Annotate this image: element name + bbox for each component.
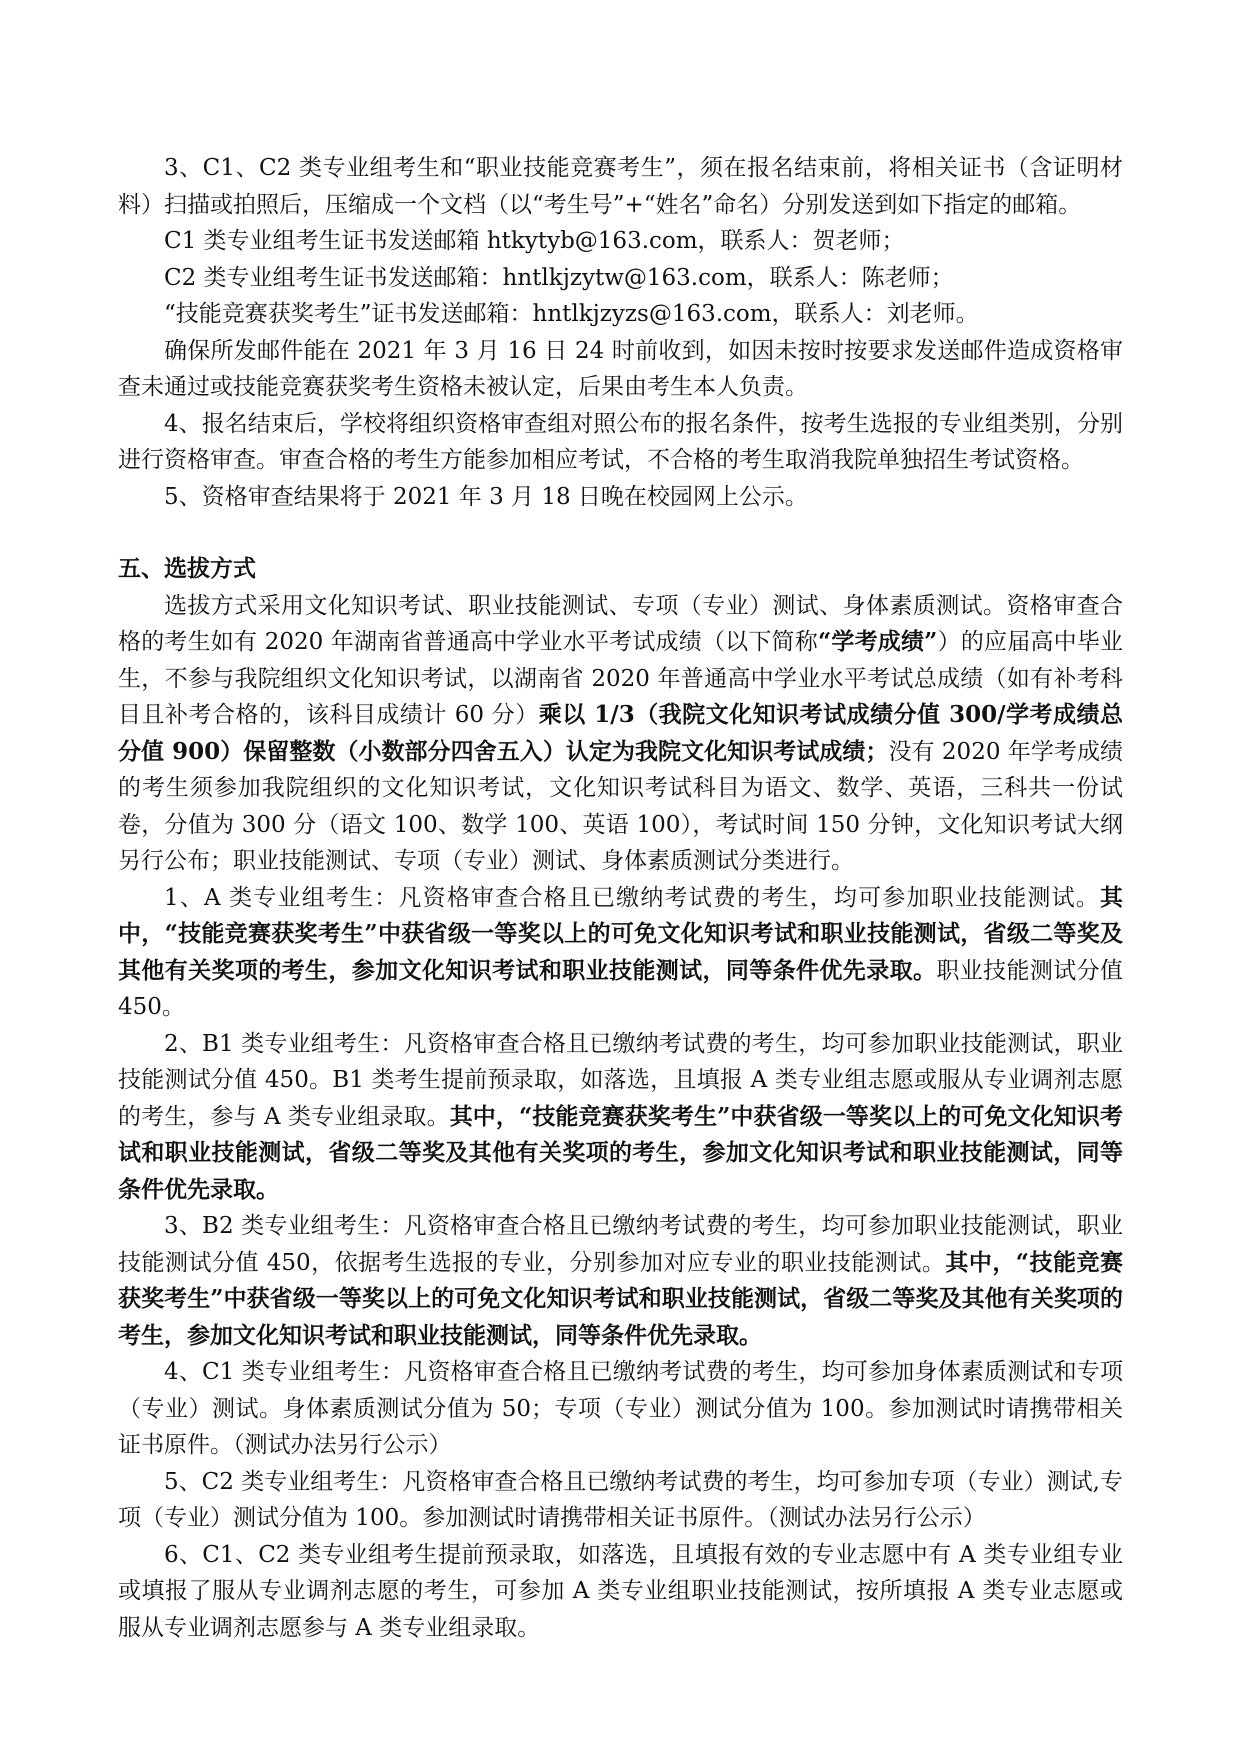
b2-group-rule	[118, 1208, 1123, 1354]
c-admission-rule: 6、C1、C2 类专业组考生提前预录取，如落选，且填报有效的专业志愿中有 A 类专业组专业或填报了服从专业调剂志愿的考生，可参加 A 类专业组职业技能测试，按所填报 A 类专业志愿或服从专业调剂志愿参与 A 类专业组录取。	[118, 1541, 1123, 1641]
deadline-note: 确保所发邮件能在 2021 年 3 月 16 日 24 时前收到，如因未按时按要求发送邮件造成资格审查未通过或技能竞赛获奖考生资格未被认定，后果由考生本人负责。	[118, 337, 1123, 400]
a-group-text-1: 1、A 类专业组考生：凡资格审查合格且已缴纳考试费的考生，均可参加职业技能测试。	[164, 884, 1100, 911]
intro-text-3: 没有 2020 年学考成绩的考生须参加我院组织的文化知识考试，文化知识考试科目为语文、数学、英语，三科共一份试卷，分值为 300 分（语文 100、数学 100、英语 100），考试时间 150 分钟，文化知识考试大纲另行公布；职业技能测试、专项（专业）测试、身体素质测试分类进行。	[118, 738, 1123, 874]
selection-intro	[118, 588, 1123, 880]
intro-bold-2: 乘以 1/3（我院文化知识考试成绩分值 300/学考成绩总分值 900）保留整数（小数部分四舍五入）认定为我院文化知识考试成绩；	[118, 701, 1123, 765]
a-group-bold: 其中，“技能竞赛获奖考生”中获省级一等奖以上的可免文化知识考试和职业技能测试，省级二等奖及其他有关奖项的考生，参加文化知识考试和职业技能测试，同等条件优先录取。	[118, 883, 1123, 984]
b2-group-text: 3、B2 类专业组考生：凡资格审查合格且已缴纳考试费的考生，均可参加职业技能测试，职业技能测试分值 450，依据考生选报的专业，分别参加对应专业的职业技能测试。	[118, 1213, 1123, 1276]
c2-group-rule: 5、C2 类专业组考生：凡资格审查合格且已缴纳考试费的考生，均可参加专项（专业）测试,专项（专业）测试分值为 100。参加测试时请携带相关证书原件。（测试办法另行公示）	[118, 1468, 1123, 1531]
item3-requirement: 3、C1、C2 类专业组考生和“职业技能竞赛考生”，须在报名结束前，将相关证书（含证明材料）扫描或拍照后，压缩成一个文档（以“考生号”+“姓名”命名）分别发送到如下指定的邮箱。	[118, 155, 1123, 218]
a-group-text-2: 职业技能测试分值 450。	[118, 957, 1124, 1020]
b1-group-bold: 其中，“技能竞赛获奖考生”中获省级一等奖以上的可免文化知识考试和职业技能测试，省级二等奖及其他有关奖项的考生，参加文化知识考试和职业技能测试，同等条件优先录取。	[118, 1102, 1123, 1203]
intro-bold-1: “学考成绩”	[817, 628, 938, 655]
c1-group-rule: 4、C1 类专业组考生：凡资格审查合格且已缴纳考试费的考生，均可参加身体素质测试和专项（专业）测试。身体素质测试分值为 50；专项（专业）测试分值为 100。参加测试时请携带相关证书原件。（测试办法另行公示）	[118, 1359, 1123, 1458]
b1-group-text: 2、B1 类专业组考生：凡资格审查合格且已缴纳考试费的考生，均可参加职业技能测试，职业技能测试分值 450。B1 类考生提前预录取，如落选，且填报 A 类专业组志愿或服从专业调剂志愿的考生，参与 A 类专业组录取。	[118, 1030, 1123, 1130]
a-group-rule	[118, 880, 1123, 1026]
email-c1: C1 类专业组考生证书发送邮箱 htkytyb@163.com，联系人：贺老师；	[164, 228, 905, 254]
document-page	[118, 150, 1123, 1646]
item4-review: 4、报名结束后，学校将组织资格审查组对照公布的报名条件，按考生选报的专业组类别，分别进行资格审查。审查合格的考生方能参加相应考试，不合格的考生取消我院单独招生考试资格。	[118, 410, 1123, 473]
b1-group-rule	[118, 1026, 1123, 1209]
intro-text-2: ）的应届高中毕业生，不参与我院组织文化知识考试，以湖南省 2020 年普通高中学业水平考试总成绩（如有补考科目且补考合格的，该科目成绩计 60 分）	[118, 629, 1124, 728]
email-skill: “技能竞赛获奖考生”证书发送邮箱：hntlkjzyzs@163.com，联系人：刘老师。	[164, 301, 979, 327]
item5-result: 5、资格审查结果将于 2021 年 3 月 18 日晚在校园网上公示。	[164, 483, 808, 510]
email-c2: C2 类专业组考生证书发送邮箱：hntlkjzytw@163.com，联系人：陈老师；	[164, 264, 954, 291]
intro-text-1: 选拔方式采用文化知识考试、职业技能测试、专项（专业）测试、身体素质测试。资格审查合格的考生如有 2020 年湖南省普通高中学业水平考试成绩（以下简称	[118, 592, 1123, 655]
section-title: 五、选拔方式	[118, 555, 256, 582]
b2-group-bold: 其中，“技能竞赛获奖考生”中获省级一等奖以上的可免文化知识考试和职业技能测试，省级二等奖及其他有关奖项的考生，参加文化知识考试和职业技能测试，同等条件优先录取。	[118, 1248, 1123, 1349]
